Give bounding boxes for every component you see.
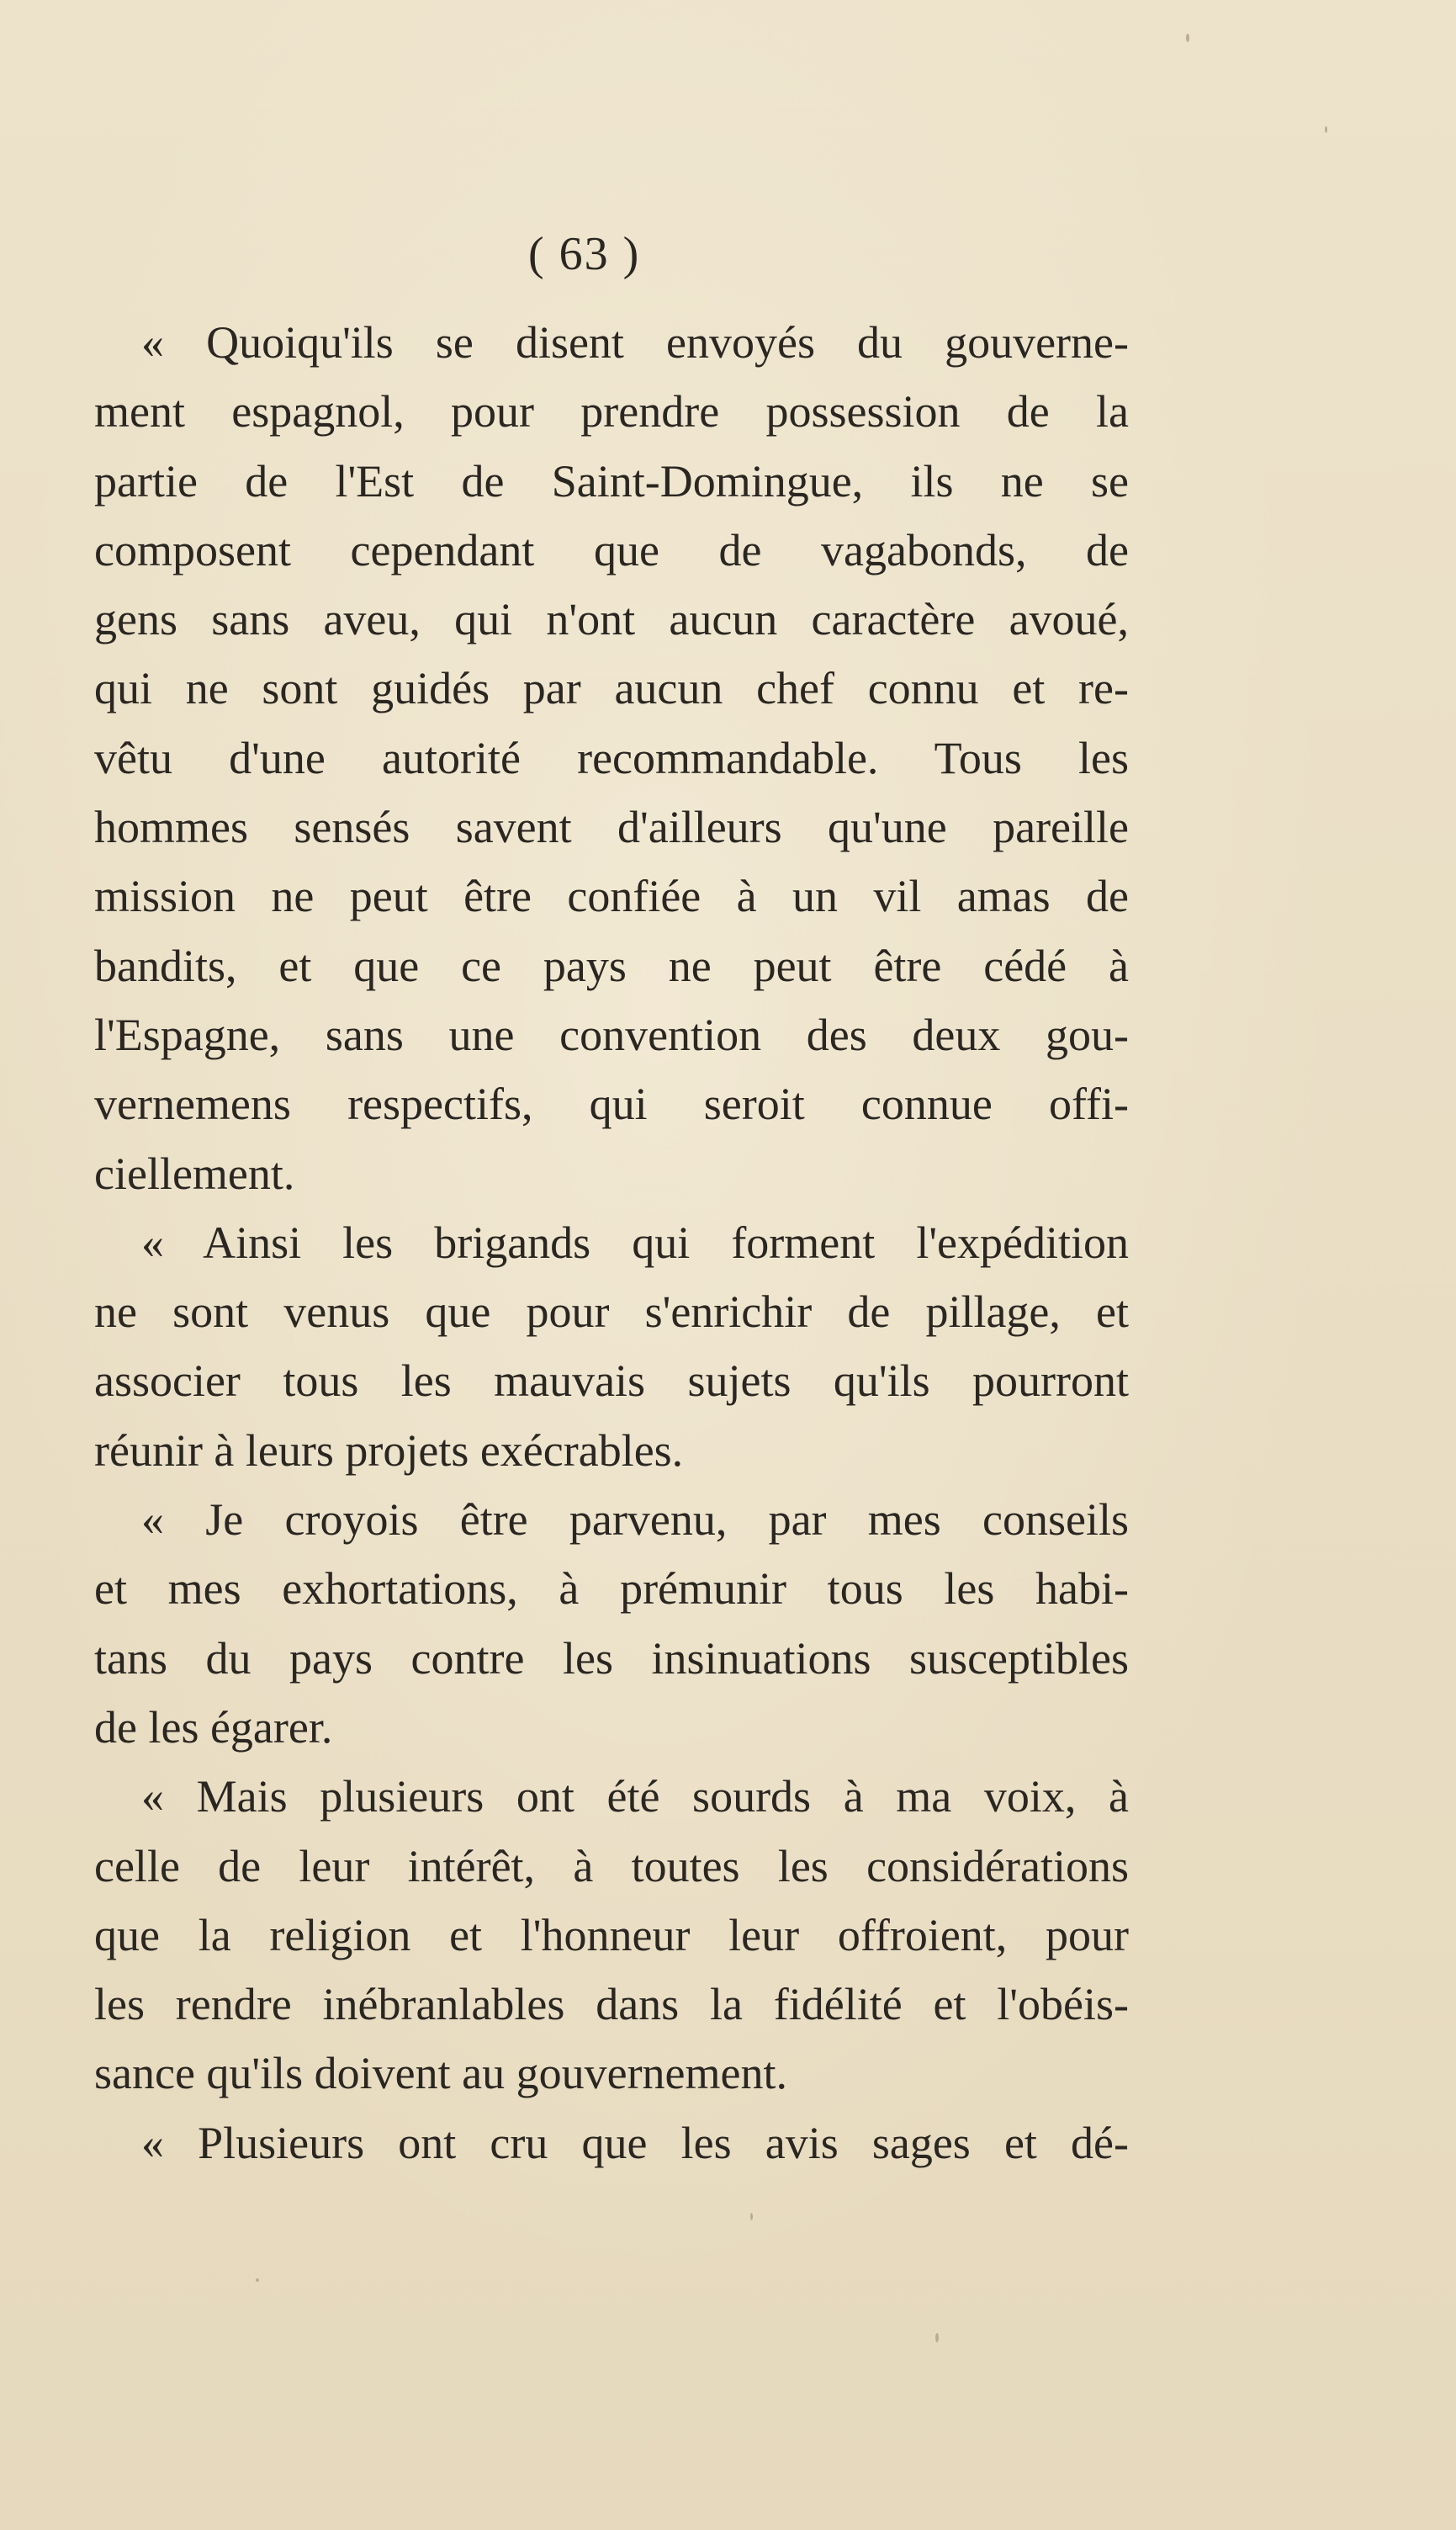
text-line: qui ne sont guidés par aucun chef connu et re- [94, 663, 1129, 714]
text-line: ne sont venus que pour s'enrichir de pillage, et [94, 1286, 1129, 1338]
text-line: l'Espagne, sans une convention des deux gou- [94, 1009, 1129, 1060]
text-line: bandits, et que ce pays ne peut être cédé à [94, 940, 1129, 991]
paper-speck [1325, 126, 1327, 133]
text-line: « Je croyois être parvenu, par mes conseils [141, 1494, 1129, 1546]
text-line: partie de l'Est de Saint-Domingue, ils ne se [94, 455, 1129, 507]
text-line: « Ainsi les brigands qui forment l'expédition [141, 1217, 1129, 1268]
text-line: les rendre inébranlables dans la fidélité et l'obéis- [94, 1979, 1129, 2030]
text-line: tans du pays contre les insinuations susceptibles [94, 1632, 1129, 1684]
text-line: celle de leur intérêt, à toutes les considérations [94, 1840, 1129, 1891]
paper-speck [1186, 34, 1189, 42]
text-line: hommes sensés savent d'ailleurs qu'une pareille [94, 802, 1129, 853]
text-line: vernemens respectifs, qui seroit connue offi- [94, 1079, 1129, 1130]
text-line: associer tous les mauvais sujets qu'ils pourront [94, 1355, 1129, 1407]
text-line: et mes exhortations, à prémunir tous les habi- [94, 1563, 1129, 1615]
paper-speck [256, 2278, 259, 2282]
text-line: gens sans aveu, qui n'ont aucun caractère avoué, [94, 594, 1129, 645]
text-line: mission ne peut être confiée à un vil amas de [94, 871, 1129, 922]
text-line: « Mais plusieurs ont été sourds à ma voix, à [141, 1771, 1129, 1822]
paper-speck [750, 2213, 753, 2220]
text-line: ciellement. [94, 1148, 295, 1199]
text-line: vêtu d'une autorité recommandable. Tous les [94, 732, 1129, 783]
body-text [94, 308, 1129, 2177]
text-line: ment espagnol, pour prendre possession de la [94, 386, 1129, 438]
text-line: réunir à leurs projets exécrables. [94, 1424, 684, 1476]
page-number: ( 63 ) [528, 228, 641, 280]
text-line: que la religion et l'honneur leur offroient, pour [94, 1909, 1129, 1960]
text-line: sance qu'ils doivent au gouvernement. [94, 2048, 788, 2099]
text-line: « Plusieurs ont cru que les avis sages et dé- [141, 2117, 1129, 2168]
text-line: de les égarer. [94, 1701, 333, 1753]
text-line: composent cependant que de vagabonds, de [94, 524, 1129, 575]
paper-speck [935, 2333, 939, 2342]
text-line: « Quoiqu'ils se disent envoyés du gouverne- [141, 317, 1129, 368]
